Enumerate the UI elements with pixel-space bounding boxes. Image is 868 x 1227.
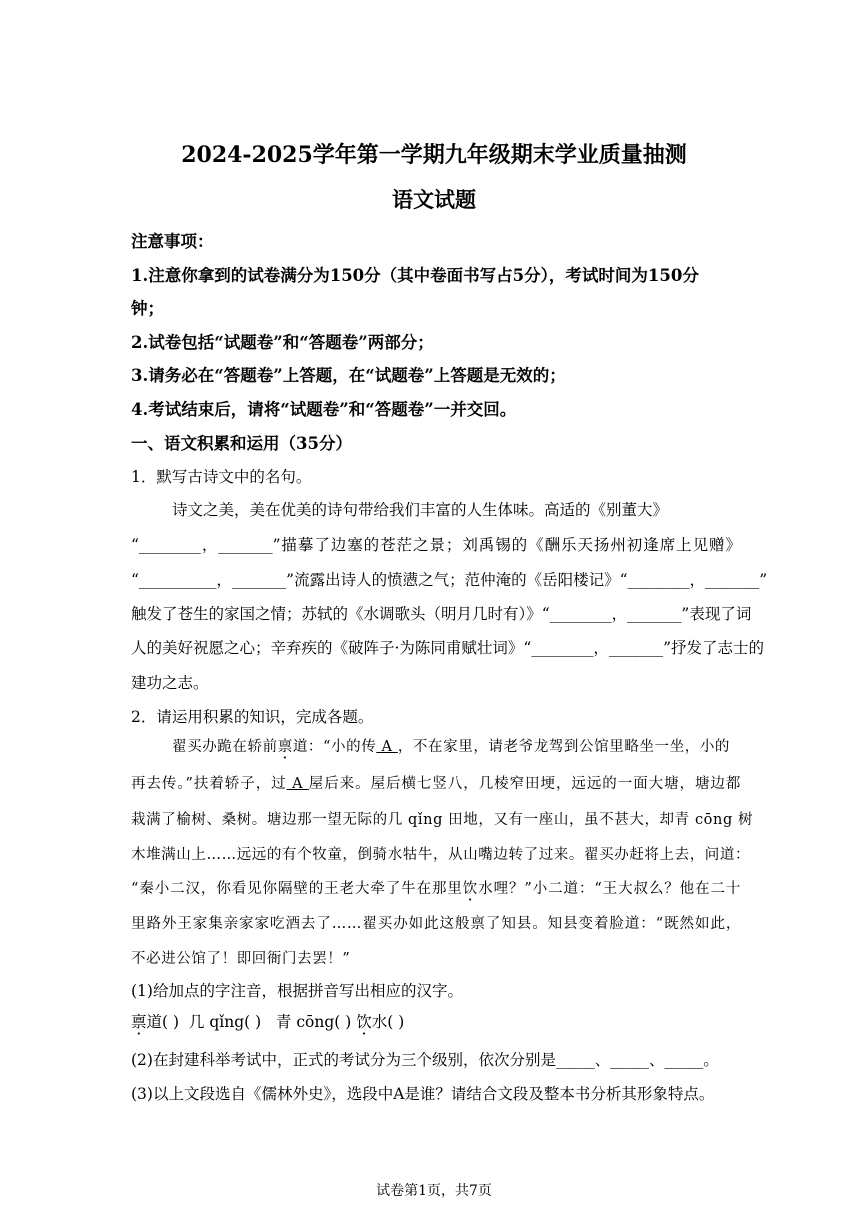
notice-2: 2.试卷包括“试题卷”和“答题卷”两部分； xyxy=(131,333,434,352)
passage-text: 再去传。”扶着轿子，过 xyxy=(131,776,287,792)
dotted-char: 饮 xyxy=(462,881,479,897)
question-1-stem: 1．默写古诗文中的名句。 xyxy=(131,468,312,486)
section-heading: 一、语文积累和运用（35分） xyxy=(131,434,352,453)
passage-line-5 xyxy=(131,877,741,898)
passage-text: “秦小二汉，你看见你隔壁的王老大牵了牛在那里 xyxy=(131,881,463,897)
sub-question-1: (1)给加点的字注音，根据拼音写出相应的汉字。 xyxy=(131,982,463,1000)
exam-subtitle: 语文试题 xyxy=(392,187,476,212)
notice-3: 3.请务必在“答题卷”上答题，在“试题卷”上答题是无效的； xyxy=(131,366,566,385)
dotted-char: 禀 xyxy=(131,1013,147,1031)
answer-slot-b: 几 qǐng( ) xyxy=(188,1013,262,1031)
q1-line-2: “________，_______”描摹了边塞的苍茫之景；刘禹锡的《酬乐天扬州初逢席上见赠》 xyxy=(131,536,741,554)
notice-1-cont: 钟； xyxy=(131,299,164,318)
passage-line-6: 里路外王家集亲家家吃酒去了……翟买办如此这般禀了知县。知县变着脸道：“既然如此， xyxy=(131,916,741,932)
q1-line-1: 诗文之美，美在优美的诗句带给我们丰富的人生体味。高适的《别董大》 xyxy=(172,501,669,519)
passage-line-2 xyxy=(131,772,741,793)
q1-line-3: “__________，_______”流露出诗人的愤懑之气；范仲淹的《岳阳楼记》“________，_______” xyxy=(131,571,768,589)
passage-line-3: 栽满了榆树、桑树。塘边那一望无际的几 qǐng 田地，又有一座山，虽不甚大，却青 cōng 树 xyxy=(131,812,754,828)
passage-text: 屋后来。屋后横七竖八，几棱窄田埂，远远的一面大塘，塘边都 xyxy=(308,776,741,792)
dotted-char: 饮 xyxy=(356,1013,372,1031)
passage-text: 道：“小的传 xyxy=(292,739,377,755)
page-footer: 试卷第1页，共7页 xyxy=(376,1183,492,1199)
blank-a: A xyxy=(376,739,398,755)
passage-text: 翟买办跪在轿前 xyxy=(172,739,278,755)
sub-question-2: (2)在封建科举考试中，正式的考试分为三个级别，依次分别是_____、_____、_____。 xyxy=(131,1051,719,1069)
passage-line-4: 木堆满山上……远远的有个牧童，倒骑水牯牛，从山嘴边转了过来。翟买办赶将上去，问道： xyxy=(131,847,751,863)
answer-slot-a: 道( ) xyxy=(146,1013,180,1031)
notice-1: 1.注意你拿到的试卷满分为150分（其中卷面书写占5分），考试时间为150分 xyxy=(131,266,699,285)
passage-text: 水哩？”小二道：“王大叔么？他在二十 xyxy=(478,881,741,897)
question-2-stem: 2．请运用积累的知识，完成各题。 xyxy=(131,708,374,726)
answer-slot-c: 青 cōng( ) xyxy=(275,1013,352,1031)
passage-text: ，不在家里，请老爷龙驾到公馆里略坐一坐，小的 xyxy=(397,739,731,755)
notice-4: 4.考试结束后，请将“试题卷”和“答题卷”一并交回。 xyxy=(131,400,517,419)
answer-slot-d: 水( ) xyxy=(371,1013,405,1031)
exam-title: 2024-2025学年第一学期九年级期末学业质量抽测 xyxy=(181,142,687,168)
q1-line-6: 建功之志。 xyxy=(131,674,209,692)
sub-question-1-items xyxy=(131,1010,741,1032)
notice-heading: 注意事项： xyxy=(131,232,214,251)
q1-line-4: 触发了苍生的家国之情；苏轼的《水调歌头（明月几时有）》“________，_______”表现了词 xyxy=(131,605,752,623)
dotted-char: 禀 xyxy=(277,739,293,755)
passage-line-7: 不必进公馆了！即回衙门去罢！” xyxy=(131,951,351,967)
sub-question-3: (3)以上文段选自《儒林外史》，选段中A是谁？请结合文段及整本书分析其形象特点。 xyxy=(131,1085,715,1103)
blank-a: A xyxy=(286,776,309,792)
passage-line-1 xyxy=(172,735,741,756)
q1-line-5: 人的美好祝愿之心；辛弃疾的《破阵子·为陈同甫赋壮词》“________，_______”抒发了志士的 xyxy=(131,639,765,657)
